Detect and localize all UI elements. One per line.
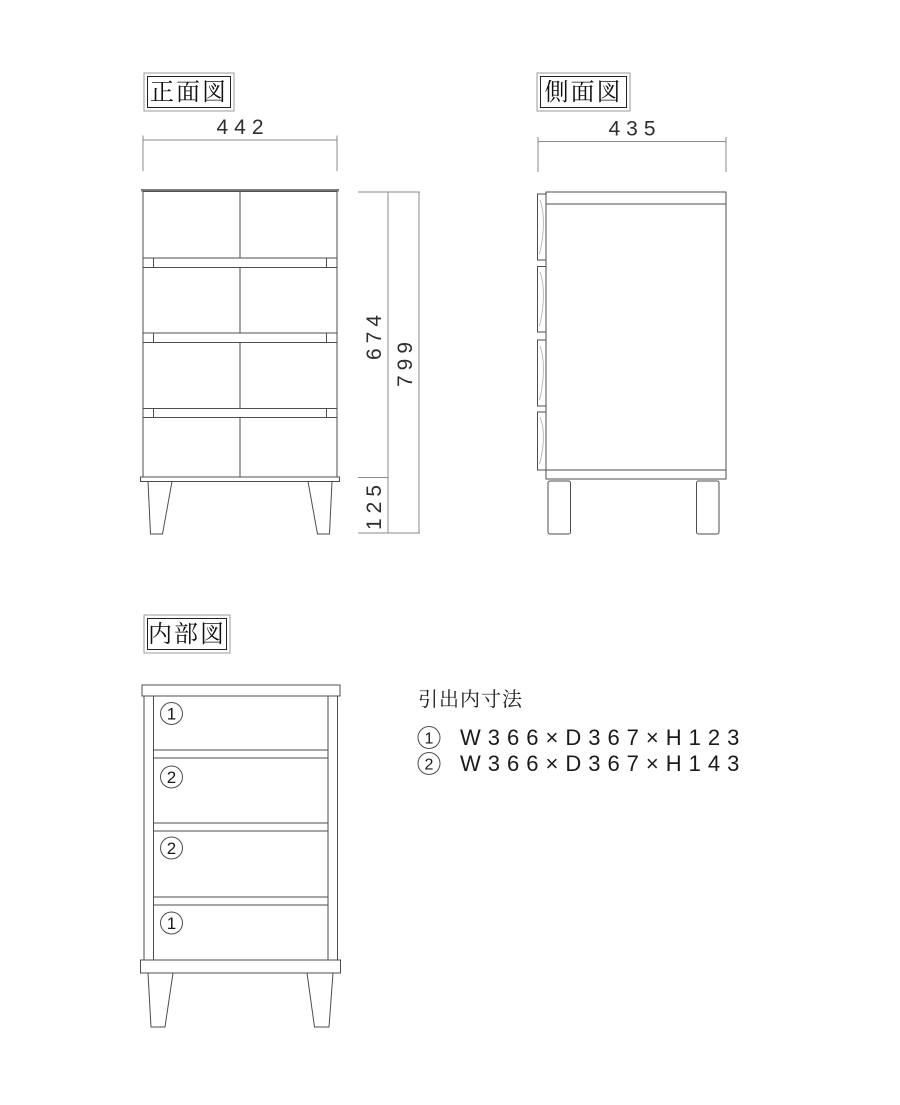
internal-right-wall <box>328 696 338 960</box>
drawer-notes-title: 引出内寸法 <box>418 689 523 711</box>
gap-rail-2 <box>143 333 337 343</box>
internal-divider-3 <box>154 897 329 905</box>
note-1-number: 1 <box>424 730 434 748</box>
front-cabinet-body <box>141 190 340 534</box>
total-height-value: 799 <box>394 336 417 388</box>
front-view <box>141 73 421 534</box>
internal-left-leg <box>148 973 173 1027</box>
front-view-title: 正面図 <box>150 79 228 106</box>
internal-view-label-box <box>144 615 230 653</box>
drawer-note-item-1 <box>418 725 746 750</box>
internal-bottom-apron <box>141 960 341 973</box>
side-depth-value: 435 <box>608 117 662 141</box>
side-drawer-front-3 <box>538 340 547 406</box>
side-cabinet-body <box>538 192 727 534</box>
bottom-apron <box>141 477 340 482</box>
compartment-3-number: 2 <box>166 839 177 858</box>
side-front-leg <box>548 481 571 534</box>
front-view-label-box <box>144 73 234 111</box>
note-2-number: 2 <box>424 756 434 774</box>
body-height-value: 674 <box>363 309 386 361</box>
drawer-notes <box>418 688 746 776</box>
gap-rail-3 <box>143 409 337 418</box>
gap-rail-1 <box>143 258 337 268</box>
side-rear-leg <box>697 481 720 534</box>
internal-divider-2 <box>154 823 329 831</box>
internal-right-leg <box>307 973 333 1027</box>
internal-view <box>141 615 341 1027</box>
side-view-label-box <box>537 73 630 111</box>
internal-left-wall <box>144 696 154 960</box>
front-height-dimensions <box>358 192 420 533</box>
side-drawer-front-1 <box>538 194 547 260</box>
note-1-dimensions: W366×D367×H123 <box>460 725 747 750</box>
compartment-1-number: 1 <box>166 704 177 724</box>
side-depth-dimension <box>538 118 726 173</box>
compartment-2-number: 2 <box>166 768 177 787</box>
side-body-outline <box>546 192 726 479</box>
front-width-value: 442 <box>216 116 270 139</box>
front-right-leg <box>308 482 332 535</box>
side-view-title: 側面図 <box>544 79 623 106</box>
compartment-4-number: 1 <box>166 914 177 933</box>
internal-top-panel <box>142 685 340 696</box>
internal-divider-1 <box>154 750 329 758</box>
front-width-dimension <box>143 116 337 171</box>
leg-height-value: 125 <box>363 479 386 531</box>
internal-view-title: 内部図 <box>148 621 226 648</box>
front-left-leg <box>148 482 172 535</box>
drawer-note-item-2 <box>418 751 746 776</box>
note-2-dimensions: W366×D367×H143 <box>460 751 747 776</box>
side-view <box>537 73 726 534</box>
